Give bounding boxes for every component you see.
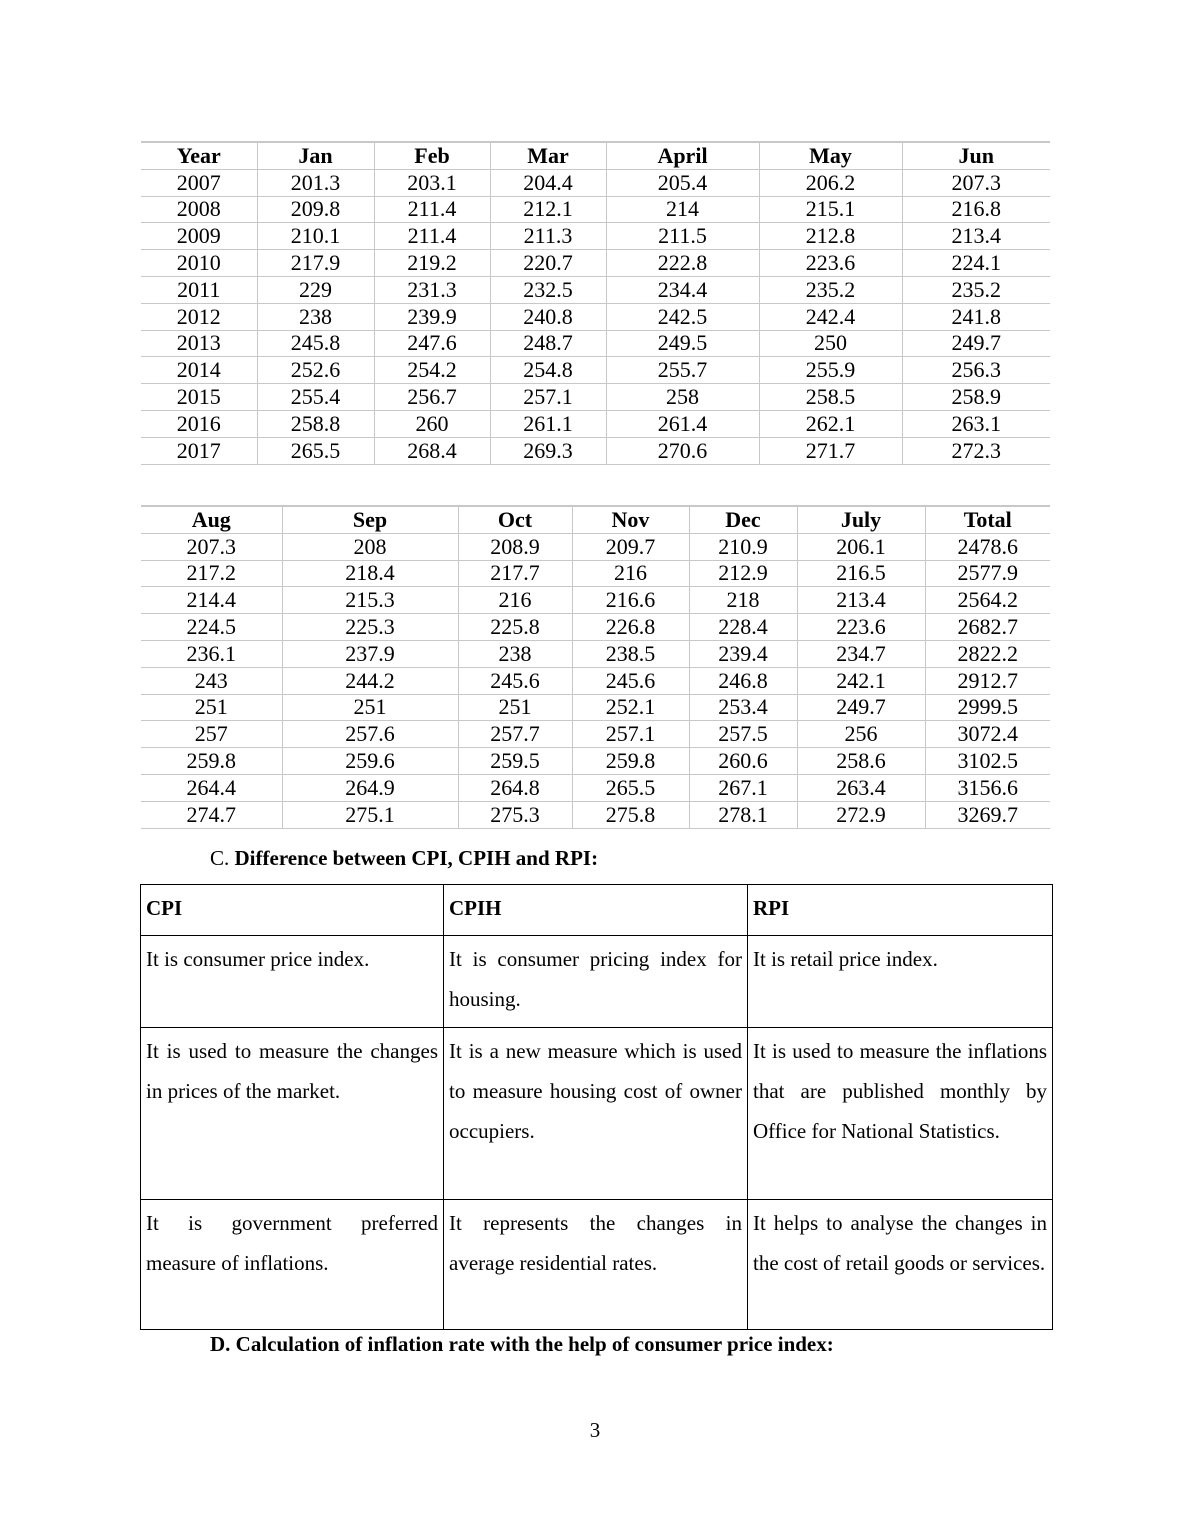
column-header: Year bbox=[141, 142, 257, 169]
table-cell: 256.7 bbox=[374, 384, 490, 411]
table-cell: It is used to measure the changes in prices of the market. bbox=[141, 1028, 444, 1200]
table-cell: 201.3 bbox=[257, 169, 374, 196]
table-row bbox=[141, 250, 1050, 277]
table-cell: 235.2 bbox=[759, 276, 902, 303]
table-cell: 234.7 bbox=[797, 640, 925, 667]
table-cell: 3072.4 bbox=[925, 721, 1050, 748]
table-cell: 269.3 bbox=[490, 437, 606, 464]
table-cell: 244.2 bbox=[282, 667, 458, 694]
column-header: Total bbox=[925, 506, 1050, 533]
table-row bbox=[141, 614, 1050, 641]
column-header: Feb bbox=[374, 142, 490, 169]
table-cell: 257.1 bbox=[490, 384, 606, 411]
table-cell: 2013 bbox=[141, 330, 257, 357]
table-cell: 238 bbox=[257, 303, 374, 330]
table-cell: 212.1 bbox=[490, 196, 606, 223]
table-cell: 205.4 bbox=[606, 169, 759, 196]
table-cell: 2010 bbox=[141, 250, 257, 277]
table-row bbox=[141, 533, 1050, 560]
table-cell: 216.6 bbox=[572, 587, 689, 614]
table-cell: 234.4 bbox=[606, 276, 759, 303]
table-header-row bbox=[141, 885, 1053, 936]
table-cell: 259.5 bbox=[458, 748, 572, 775]
table-cell: 219.2 bbox=[374, 250, 490, 277]
table-cell: 240.8 bbox=[490, 303, 606, 330]
table-cell: 217.2 bbox=[141, 560, 282, 587]
page-number: 3 bbox=[589, 1418, 601, 1442]
table-cell: 211.3 bbox=[490, 223, 606, 250]
table-row bbox=[141, 196, 1050, 223]
table-cell: 265.5 bbox=[572, 774, 689, 801]
column-header: Nov bbox=[572, 506, 689, 533]
column-header: Jun bbox=[902, 142, 1050, 169]
table-cell: 264.4 bbox=[141, 774, 282, 801]
table-cell: 209.8 bbox=[257, 196, 374, 223]
table-cell: 211.4 bbox=[374, 223, 490, 250]
table-cell: 258.6 bbox=[797, 748, 925, 775]
table-cell: 206.2 bbox=[759, 169, 902, 196]
table-cell: 2014 bbox=[141, 357, 257, 384]
table-cell: It is retail price index. bbox=[748, 936, 1053, 1028]
table-cell: 236.1 bbox=[141, 640, 282, 667]
table-cell: 257.1 bbox=[572, 721, 689, 748]
table-cell: 261.4 bbox=[606, 410, 759, 437]
table-cell: 208 bbox=[282, 533, 458, 560]
table-cell: It is used to measure the inflations that are published monthly by Office for National Statistics. bbox=[748, 1028, 1053, 1200]
table-cell: 249.7 bbox=[902, 330, 1050, 357]
table-cell: 235.2 bbox=[902, 276, 1050, 303]
table-cell: 216.8 bbox=[902, 196, 1050, 223]
table-cell: 255.4 bbox=[257, 384, 374, 411]
table-cell: 262.1 bbox=[759, 410, 902, 437]
table-cell: 257.7 bbox=[458, 721, 572, 748]
table-cell: 210.9 bbox=[689, 533, 797, 560]
table-cell: 258 bbox=[606, 384, 759, 411]
table-cell: 224.5 bbox=[141, 614, 282, 641]
table-cell: 272.3 bbox=[902, 437, 1050, 464]
table-cell: 270.6 bbox=[606, 437, 759, 464]
column-header: CPI bbox=[141, 885, 444, 936]
table-cell: 216 bbox=[458, 587, 572, 614]
column-header: RPI bbox=[748, 885, 1053, 936]
table-cell: 211.4 bbox=[374, 196, 490, 223]
table-cell: 248.7 bbox=[490, 330, 606, 357]
column-header: Dec bbox=[689, 506, 797, 533]
table-cell: 217.9 bbox=[257, 250, 374, 277]
table-cell: 218.4 bbox=[282, 560, 458, 587]
cpi-table-aug-total bbox=[141, 505, 1050, 829]
column-header: May bbox=[759, 142, 902, 169]
comparison-table bbox=[140, 884, 1053, 1330]
table-cell: 224.1 bbox=[902, 250, 1050, 277]
table-cell: 252.1 bbox=[572, 694, 689, 721]
table-cell: 214.4 bbox=[141, 587, 282, 614]
table-row bbox=[141, 694, 1050, 721]
table-cell: 245.8 bbox=[257, 330, 374, 357]
table-cell: 2015 bbox=[141, 384, 257, 411]
section-c-prefix: C. bbox=[210, 846, 235, 870]
table-cell: It is a new measure which is used to measure housing cost of owner occupiers. bbox=[444, 1028, 748, 1200]
table-row bbox=[141, 223, 1050, 250]
table-cell: 216 bbox=[572, 560, 689, 587]
table-cell: It is government preferred measure of inflations. bbox=[141, 1200, 444, 1330]
table-cell: 239.4 bbox=[689, 640, 797, 667]
table-cell: 268.4 bbox=[374, 437, 490, 464]
table-cell: 2564.2 bbox=[925, 587, 1050, 614]
table-cell: 3156.6 bbox=[925, 774, 1050, 801]
table-cell: 239.9 bbox=[374, 303, 490, 330]
table-cell: 238 bbox=[458, 640, 572, 667]
table-row bbox=[141, 303, 1050, 330]
table-cell: 2008 bbox=[141, 196, 257, 223]
table-cell: 267.1 bbox=[689, 774, 797, 801]
table-row bbox=[141, 774, 1050, 801]
table-cell: 214 bbox=[606, 196, 759, 223]
table-cell: 226.8 bbox=[572, 614, 689, 641]
table-cell: 223.6 bbox=[797, 614, 925, 641]
table-cell: 225.3 bbox=[282, 614, 458, 641]
table-cell: 256 bbox=[797, 721, 925, 748]
column-header: Aug bbox=[141, 506, 282, 533]
column-header: CPIH bbox=[444, 885, 748, 936]
table-cell: 260 bbox=[374, 410, 490, 437]
table-row bbox=[141, 384, 1050, 411]
table-cell: 257.6 bbox=[282, 721, 458, 748]
table-row bbox=[141, 169, 1050, 196]
table-cell: 210.1 bbox=[257, 223, 374, 250]
table-cell: 272.9 bbox=[797, 801, 925, 828]
table-cell: 2011 bbox=[141, 276, 257, 303]
table-cell: 211.5 bbox=[606, 223, 759, 250]
table-cell: 229 bbox=[257, 276, 374, 303]
table-cell: 259.8 bbox=[572, 748, 689, 775]
table-cell: 255.9 bbox=[759, 357, 902, 384]
table-cell: 223.6 bbox=[759, 250, 902, 277]
table-cell: 260.6 bbox=[689, 748, 797, 775]
table-cell: 243 bbox=[141, 667, 282, 694]
table-cell: 3102.5 bbox=[925, 748, 1050, 775]
table-cell: 218 bbox=[689, 587, 797, 614]
table-cell: 215.1 bbox=[759, 196, 902, 223]
table-cell: 225.8 bbox=[458, 614, 572, 641]
table-cell: 249.7 bbox=[797, 694, 925, 721]
table-cell: 2017 bbox=[141, 437, 257, 464]
table-cell: 254.2 bbox=[374, 357, 490, 384]
table-cell: It is consumer pricing index for housing. bbox=[444, 936, 748, 1028]
table-cell: 275.8 bbox=[572, 801, 689, 828]
table-cell: 2009 bbox=[141, 223, 257, 250]
table-cell: 206.1 bbox=[797, 533, 925, 560]
table-row bbox=[141, 1200, 1053, 1330]
table-row bbox=[141, 357, 1050, 384]
table-row bbox=[141, 437, 1050, 464]
table-cell: 263.1 bbox=[902, 410, 1050, 437]
table-cell: 3269.7 bbox=[925, 801, 1050, 828]
column-header: Mar bbox=[490, 142, 606, 169]
table-cell: 238.5 bbox=[572, 640, 689, 667]
column-header: Jan bbox=[257, 142, 374, 169]
table-cell: 254.8 bbox=[490, 357, 606, 384]
table-cell: 2822.2 bbox=[925, 640, 1050, 667]
table-row bbox=[141, 1028, 1053, 1200]
table-row bbox=[141, 330, 1050, 357]
table-cell: 213.4 bbox=[902, 223, 1050, 250]
table-row bbox=[141, 748, 1050, 775]
table-cell: 258.9 bbox=[902, 384, 1050, 411]
table-cell: 257.5 bbox=[689, 721, 797, 748]
table-cell: 259.6 bbox=[282, 748, 458, 775]
table-cell: 251 bbox=[282, 694, 458, 721]
table-cell: 245.6 bbox=[572, 667, 689, 694]
table-cell: 208.9 bbox=[458, 533, 572, 560]
table-row bbox=[141, 560, 1050, 587]
table-cell: 259.8 bbox=[141, 748, 282, 775]
table-cell: 231.3 bbox=[374, 276, 490, 303]
table-cell: 256.3 bbox=[902, 357, 1050, 384]
table-cell: 2999.5 bbox=[925, 694, 1050, 721]
table-cell: 209.7 bbox=[572, 533, 689, 560]
table-row bbox=[141, 801, 1050, 828]
column-header: April bbox=[606, 142, 759, 169]
table-cell: 264.8 bbox=[458, 774, 572, 801]
table-cell: 261.1 bbox=[490, 410, 606, 437]
table-cell: 203.1 bbox=[374, 169, 490, 196]
table-cell: 257 bbox=[141, 721, 282, 748]
table-cell: 215.3 bbox=[282, 587, 458, 614]
section-d-heading: D. Calculation of inflation rate with the help of consumer price index: bbox=[210, 1332, 834, 1356]
table-row bbox=[141, 721, 1050, 748]
table-cell: 2912.7 bbox=[925, 667, 1050, 694]
table-cell: 263.4 bbox=[797, 774, 925, 801]
table-cell: 245.6 bbox=[458, 667, 572, 694]
table-row bbox=[141, 667, 1050, 694]
column-header: Oct bbox=[458, 506, 572, 533]
table-cell: It represents the changes in average residential rates. bbox=[444, 1200, 748, 1330]
table-cell: 249.5 bbox=[606, 330, 759, 357]
table-row bbox=[141, 276, 1050, 303]
table-cell: 237.9 bbox=[282, 640, 458, 667]
table-cell: 232.5 bbox=[490, 276, 606, 303]
table-cell: 2478.6 bbox=[925, 533, 1050, 560]
cpi-table-jan-jun bbox=[141, 141, 1050, 465]
table-cell: 207.3 bbox=[141, 533, 282, 560]
table-cell: 274.7 bbox=[141, 801, 282, 828]
table-cell: 253.4 bbox=[689, 694, 797, 721]
table-cell: It helps to analyse the changes in the cost of retail goods or services. bbox=[748, 1200, 1053, 1330]
table-cell: 258.8 bbox=[257, 410, 374, 437]
table-cell: 251 bbox=[141, 694, 282, 721]
table-cell: 217.7 bbox=[458, 560, 572, 587]
table-row bbox=[141, 640, 1050, 667]
table-cell: 255.7 bbox=[606, 357, 759, 384]
table-cell: 265.5 bbox=[257, 437, 374, 464]
table-cell: 204.4 bbox=[490, 169, 606, 196]
table-cell: 251 bbox=[458, 694, 572, 721]
table-cell: 212.9 bbox=[689, 560, 797, 587]
table-row bbox=[141, 410, 1050, 437]
table-cell: 252.6 bbox=[257, 357, 374, 384]
column-header: July bbox=[797, 506, 925, 533]
table-cell: 264.9 bbox=[282, 774, 458, 801]
table-cell: 241.8 bbox=[902, 303, 1050, 330]
table-cell: It is consumer price index. bbox=[141, 936, 444, 1028]
table-cell: 275.3 bbox=[458, 801, 572, 828]
table-cell: 242.5 bbox=[606, 303, 759, 330]
table-cell: 271.7 bbox=[759, 437, 902, 464]
table-cell: 275.1 bbox=[282, 801, 458, 828]
table-cell: 247.6 bbox=[374, 330, 490, 357]
table-header-row bbox=[141, 506, 1050, 533]
table-cell: 242.4 bbox=[759, 303, 902, 330]
table-cell: 2007 bbox=[141, 169, 257, 196]
table-cell: 2016 bbox=[141, 410, 257, 437]
table-row bbox=[141, 936, 1053, 1028]
table-cell: 246.8 bbox=[689, 667, 797, 694]
section-c-title: Difference between CPI, CPIH and RPI: bbox=[234, 846, 599, 870]
table-cell: 2682.7 bbox=[925, 614, 1050, 641]
table-cell: 212.8 bbox=[759, 223, 902, 250]
table-cell: 2012 bbox=[141, 303, 257, 330]
table-cell: 242.1 bbox=[797, 667, 925, 694]
table-cell: 216.5 bbox=[797, 560, 925, 587]
table-cell: 207.3 bbox=[902, 169, 1050, 196]
table-cell: 228.4 bbox=[689, 614, 797, 641]
table-cell: 278.1 bbox=[689, 801, 797, 828]
table-row bbox=[141, 587, 1050, 614]
table-cell: 2577.9 bbox=[925, 560, 1050, 587]
table-cell: 213.4 bbox=[797, 587, 925, 614]
column-header: Sep bbox=[282, 506, 458, 533]
table-cell: 250 bbox=[759, 330, 902, 357]
table-cell: 258.5 bbox=[759, 384, 902, 411]
section-c-heading bbox=[210, 844, 598, 872]
table-cell: 220.7 bbox=[490, 250, 606, 277]
table-cell: 222.8 bbox=[606, 250, 759, 277]
table-header-row bbox=[141, 142, 1050, 169]
